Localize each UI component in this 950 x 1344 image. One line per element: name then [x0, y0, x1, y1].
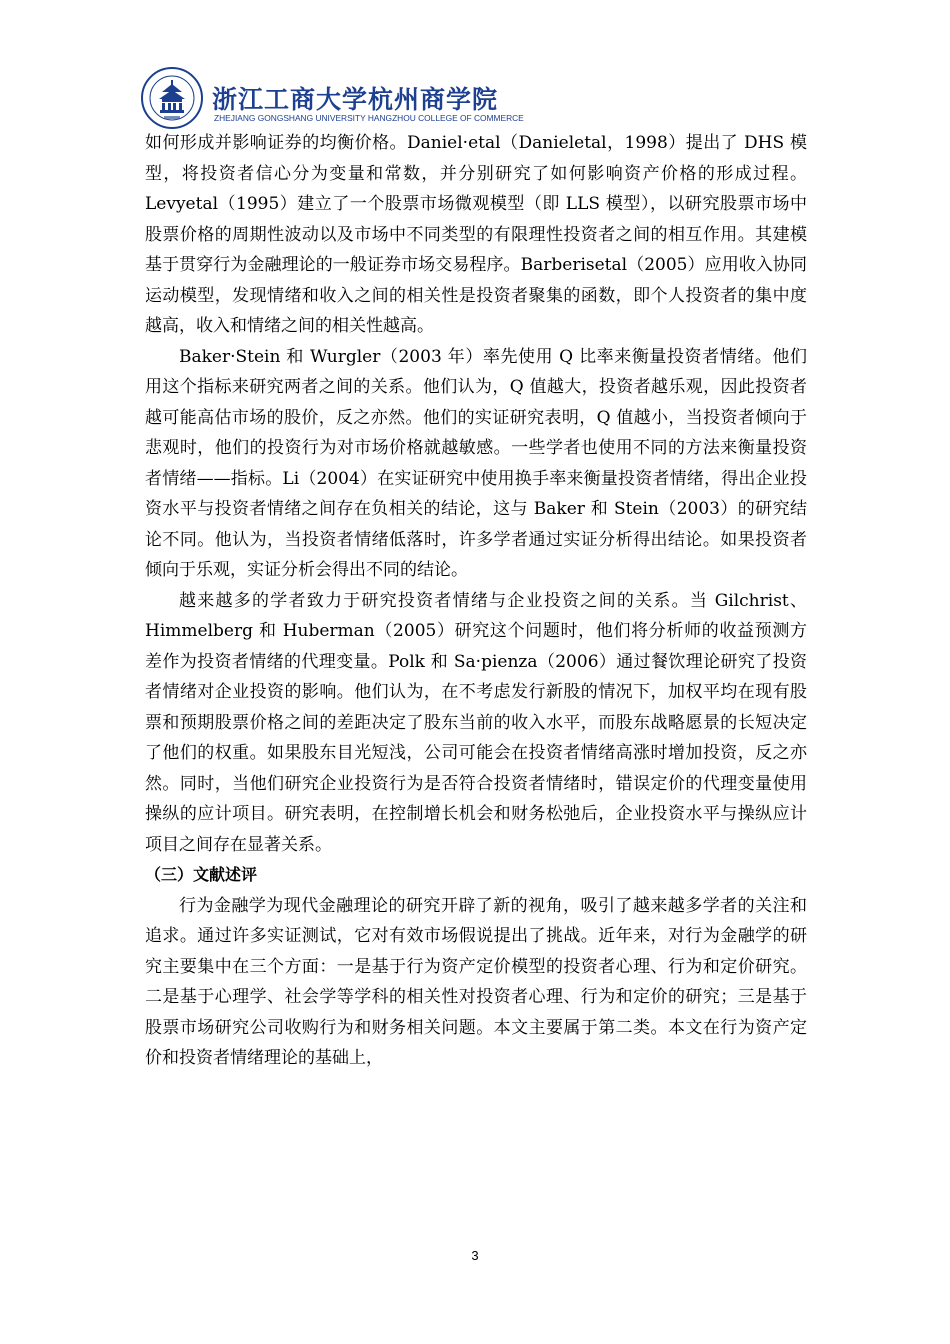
paragraph: 越来越多的学者致力于研究投资者情绪与企业投资之间的关系。当 Gilchrist、Himmelberg 和 Huberman（2005）研究这个问题时，他们将分析师的收益预测方差作为投资者情绪的代理变量。Polk 和 Sa·pienza（2006）通过餐饮理论研究了投资者情绪对企业投资的影响。他们认为，在不考虑发行新股的情况下，加权平均在现有股票和预期股票价格之间的差距决定了股东当前的收入水平，而股东战略愿景的长短决定了他们的权重。如果股东目光短浅，公司可能会在投资者情绪高涨时增加投资，反之亦然。同时，当他们研究企业投资行为是否符合投资者情绪时，错误定价的代理变量使用操纵的应计项目。研究表明，在控制增长机会和财务松弛后，企业投资水平与操纵应计项目之间存在显著关系。: [145, 590, 807, 855]
page-header: [140, 66, 540, 130]
section-heading: （三）文献述评: [145, 865, 258, 884]
page-number: 3: [471, 1248, 479, 1263]
paragraph: Baker·Stein 和 Wurgler（2003 年）率先使用 Q 比率来衡量投资者情绪。他们用这个指标来研究两者之间的关系。他们认为，Q 值越大，投资者越乐观，因此投资者越可能高估市场的股价，反之亦然。他们的实证研究表明，Q 值越小，当投资者倾向于悲观时，他们的投资行为对市场价格就越敏感。一些学者也使用不同的方法来衡量投资者情绪——指标。Li（2004）在实证研究中使用换手率来衡量投资者情绪，得出企业投资水平与投资者情绪之间存在负相关的结论，这与 Baker 和 Stein（2003）的研究结论不同。他认为，当投资者情绪低落时，许多学者通过实证分析得出结论。如果投资者倾向于乐观，实证分析会得出不同的结论。: [145, 346, 807, 580]
paragraph: 如何形成并影响证券的均衡价格。Daniel·etal（Danieletal，1998）提出了 DHS 模型，将投资者信心分为变量和常数，并分别研究了如何影响资产价格的形成过程。Levyetal（1995）建立了一个股票市场微观模型（即 LLS 模型），以研究股票市场中股票价格的周期性波动以及市场中不同类型的有限理性投资者之间的相互作用。其建模基于贯穿行为金融理论的一般证券市场交易程序。Barberisetal（2005）应用收入协同运动模型，发现情绪和收入之间的相关性是投资者聚集的函数，即个人投资者的集中度越高，收入和情绪之间的相关性越高。: [145, 133, 807, 336]
school-name: 浙江工商大学杭州商学院: [212, 85, 499, 114]
document-body: [145, 128, 807, 1074]
paragraph: 行为金融学为现代金融理论的研究开辟了新的视角，吸引了越来越多学者的关注和追求。通过许多实证测试，它对有效市场假说提出了挑战。近年来，对行为金融学的研究主要集中在三个方面：一是基于行为资产定价模型的投资者心理、行为和定价研究。二是基于心理学、社会学等学科的相关性对投资者心理、行为和定价的研究；三是基于股票市场研究公司收购行为和财务相关问题。本文主要属于第二类。本文在行为资产定价和投资者情绪理论的基础上，: [145, 895, 807, 1068]
university-seal-icon: [140, 66, 204, 130]
school-name-en: ZHEJIANG GONGSHANG UNIVERSITY HANGZHOU COLLEGE OF COMMERCE: [214, 113, 524, 123]
